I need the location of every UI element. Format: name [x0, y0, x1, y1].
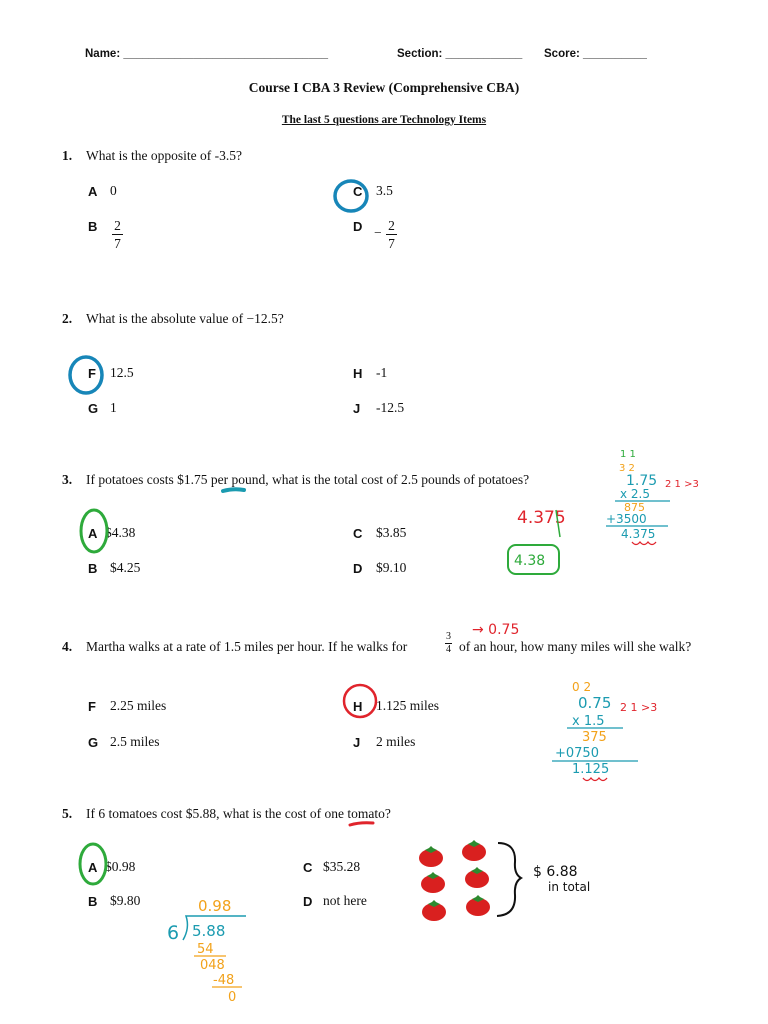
tomato-group [419, 840, 490, 921]
answer-circle-q2 [70, 357, 102, 393]
tomato-icon [462, 840, 486, 861]
q3-decimal-places: 2 1 >3 [665, 479, 699, 490]
q4-mult-top: 0.75 [578, 694, 612, 712]
q5-div-divisor: 6 [167, 922, 180, 944]
name-field-label: Name: ________________________________ [85, 48, 329, 60]
choice-letter-j[interactable]: J [353, 401, 361, 416]
fraction-numerator: 3 [446, 631, 451, 642]
choice-letter-c[interactable]: C [353, 184, 363, 199]
choice-letter-c[interactable]: C [303, 860, 313, 875]
question-number: 4. [62, 639, 73, 654]
choice-letter-d[interactable]: D [353, 561, 363, 576]
q4-carry-marks: 0 2 [572, 680, 592, 694]
choice-letter-g[interactable]: G [88, 401, 99, 416]
page-title: Course I CBA 3 Review (Comprehensive CBA) [248, 80, 520, 95]
fraction-bar [112, 234, 123, 235]
choice-value-j: 2 miles [376, 734, 416, 749]
fraction-denominator: 7 [114, 236, 121, 251]
q3-mult-row2: +3500 [606, 512, 647, 526]
question-number: 1. [62, 148, 73, 163]
q5-div-bracket [183, 916, 246, 940]
q4-fraction-note: → 0.75 [472, 622, 520, 638]
question-text: What is the opposite of -3.5? [86, 148, 242, 163]
fraction-denominator: 7 [388, 236, 395, 251]
choice-letter-d[interactable]: D [303, 894, 313, 909]
choice-value-h: 1.125 miles [376, 698, 439, 713]
q4-mult-bottom: x 1.5 [572, 714, 605, 729]
choice-value-a: 0 [110, 183, 117, 198]
page-subtitle: The last 5 questions are Technology Items [281, 114, 487, 126]
choice-value-b: $4.25 [110, 560, 141, 575]
q3-work-result: 4.375 [517, 508, 566, 528]
q4-mult-sum: 1.125 [572, 762, 610, 777]
choice-letter-b[interactable]: B [88, 561, 98, 576]
question-text-after: of an hour, how many miles will she walk? [459, 639, 692, 654]
choice-value-c: 3.5 [376, 183, 393, 198]
choice-letter-h[interactable]: H [353, 366, 363, 381]
choice-value-b: $9.80 [110, 893, 141, 908]
choice-letter-d[interactable]: D [353, 219, 363, 234]
score-field-label: Score: __________ [544, 48, 647, 60]
choice-letter-b[interactable]: B [88, 219, 98, 234]
q3-mult-bottom: x 2.5 [620, 487, 650, 501]
q3-place-arcs [632, 542, 656, 545]
q3-answer-box [508, 545, 559, 574]
choice-value-d: not here [323, 893, 367, 908]
q5-total-note: $ 6.88 [533, 864, 578, 880]
question-fraction [445, 632, 452, 655]
q4-mult-row1: 375 [582, 730, 607, 745]
q4-decimal-places: 2 1 >3 [620, 701, 658, 714]
choice-value-a: $4.38 [105, 525, 136, 540]
fraction-bar [386, 234, 397, 235]
choice-value-c: $35.28 [323, 859, 361, 874]
choice-letter-b[interactable]: B [88, 894, 98, 909]
choice-value-f: 2.25 miles [110, 698, 167, 713]
q5-div-quotient: 0.98 [198, 897, 232, 915]
q4-mult-row2: +0750 [555, 746, 599, 761]
q3-rounding-mark [556, 510, 560, 537]
q5-div-step3: -48 [213, 973, 235, 988]
choice-value-j: -12.5 [376, 400, 405, 415]
choice-letter-a[interactable]: A [88, 184, 98, 199]
question-text-before: Martha walks at a rate of 1.5 miles per hour. If he walks for [86, 639, 408, 654]
choice-letter-j[interactable]: J [353, 735, 361, 750]
choice-value-g: 1 [110, 400, 117, 415]
question-number: 3. [62, 472, 73, 487]
tomato-brace [497, 843, 521, 916]
choice-letter-f[interactable]: F [88, 366, 96, 381]
tomato-icon [466, 895, 490, 916]
choice-value-c: $3.85 [376, 525, 407, 540]
choice-letter-g[interactable]: G [88, 735, 99, 750]
choice-letter-c[interactable]: C [353, 526, 363, 541]
q5-div-step2: 048 [200, 958, 225, 973]
question-number: 5. [62, 806, 73, 821]
underline-per [223, 489, 244, 491]
choice-value-b-fraction [112, 218, 123, 251]
choice-letter-a[interactable]: A [88, 526, 98, 541]
choice-value-f: 12.5 [110, 365, 134, 380]
q5-div-step1: 54 [197, 942, 214, 957]
q3-mult-row1: 875 [624, 501, 645, 514]
section-field-label: Section: ____________ [397, 48, 523, 60]
fraction-numerator: 2 [388, 218, 395, 233]
choice-letter-f[interactable]: F [88, 699, 96, 714]
q5-div-step4: 0 [228, 990, 237, 1005]
choice-value-d: $9.10 [376, 560, 407, 575]
choice-value-h: -1 [376, 365, 388, 380]
q5-total-note-2: in total [548, 880, 591, 894]
fraction-numerator: 2 [114, 218, 121, 233]
q3-mult-sum: 4.375 [621, 527, 656, 541]
question-text: What is the absolute value of −12.5? [86, 311, 284, 326]
choice-value-d-sign: − [374, 225, 382, 240]
choice-letter-h[interactable]: H [353, 699, 363, 714]
fraction-denominator: 4 [446, 644, 451, 655]
q4-place-arcs [583, 778, 607, 781]
tomato-icon [421, 872, 445, 893]
choice-value-a: $0.98 [105, 859, 136, 874]
q3-work-answer: 4.38 [514, 553, 546, 569]
q5-div-dividend: 5.88 [192, 922, 226, 940]
question-number: 2. [62, 311, 73, 326]
question-text: If potatoes costs $1.75 per pound, what is the total cost of 2.5 pounds of potatoes? [86, 472, 530, 487]
underline-one [350, 823, 373, 825]
q3-carry-marks-2: 3 2 [619, 463, 635, 474]
choice-value-d-fraction [386, 218, 397, 251]
tomato-icon [465, 867, 489, 888]
tomato-icon [419, 846, 443, 867]
question-text: If 6 tomatoes cost $5.88, what is the cost of one tomato? [86, 806, 391, 821]
choice-value-g: 2.5 miles [110, 734, 160, 749]
q3-carry-marks: 1 1 [620, 449, 636, 460]
tomato-icon [422, 900, 446, 921]
q3-mult-top: 1.75 [626, 473, 658, 489]
choice-letter-a[interactable]: A [88, 860, 98, 875]
